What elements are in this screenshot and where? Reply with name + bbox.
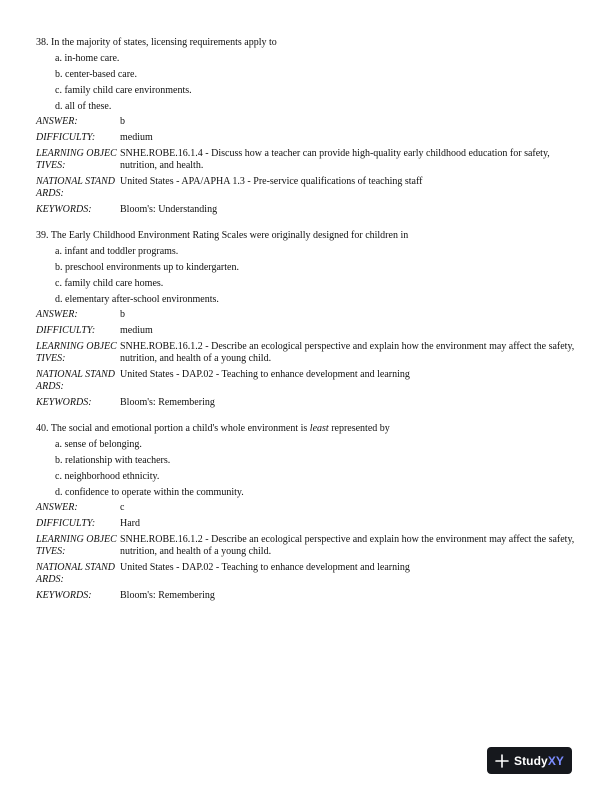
objective-value: SNHE.ROBE.16.1.4 - Discuss how a teacher can provide high-quality early childhood education for safety, nutrition, and health. <box>120 148 550 171</box>
difficulty-value: Hard <box>120 518 140 529</box>
question-text-start: 40. The social and emotional portion a child's whole environment is <box>36 423 310 434</box>
keywords-row <box>36 397 581 409</box>
answer-label: ANSWER: <box>36 309 78 320</box>
keywords-label: KEYWORDS: <box>36 204 92 215</box>
standards-label: NATIONAL STANDARDS: <box>36 562 115 585</box>
question-text-end: represented by <box>328 423 390 434</box>
standards-label: NATIONAL STANDARDS: <box>36 176 115 199</box>
option-c: c. family child care homes. <box>55 278 164 289</box>
answer-value: c <box>120 502 125 513</box>
keywords-value: Bloom's: Remembering <box>120 590 215 601</box>
keywords-value: Bloom's: Understanding <box>120 204 218 215</box>
standards-value: United States - DAP.02 - Teaching to enhance development and learning <box>120 562 410 573</box>
answer-value: b <box>120 309 125 320</box>
answer-value: b <box>120 116 125 127</box>
difficulty-value: medium <box>120 325 153 336</box>
difficulty-label: DIFFICULTY: <box>36 518 96 529</box>
logo-text-xy: XY <box>547 753 565 768</box>
answer-options <box>36 438 581 500</box>
option-d: d. confidence to operate within the community. <box>55 487 244 498</box>
difficulty-row <box>36 132 581 144</box>
difficulty-label: DIFFICULTY: <box>36 325 96 336</box>
objective-label: LEARNING OBJECTIVES: <box>36 534 117 557</box>
question-text <box>36 422 581 436</box>
option-b: b. relationship with teachers. <box>55 455 171 466</box>
difficulty-row <box>36 518 581 530</box>
objective-row <box>36 148 581 172</box>
question-text: 39. The Early Childhood Environment Rating Scales were originally designed for children in <box>36 230 409 241</box>
question-38 <box>36 36 581 216</box>
option-d: d. all of these. <box>55 101 112 112</box>
option-c: c. family child care environments. <box>55 85 192 96</box>
studyxy-logo[interactable] <box>487 747 572 774</box>
plus-icon <box>495 754 509 768</box>
standards-label: NATIONAL STANDARDS: <box>36 369 115 392</box>
answer-row <box>36 116 581 128</box>
difficulty-value: medium <box>120 132 153 143</box>
objective-value: SNHE.ROBE.16.1.2 - Describe an ecological perspective and explain how the environment may affect the safety, nutrition, and health of a young child. <box>120 534 575 557</box>
difficulty-row <box>36 325 581 337</box>
option-b: b. preschool environments up to kindergarten. <box>55 262 239 273</box>
objective-row <box>36 341 581 365</box>
answer-row <box>36 502 581 514</box>
option-a: a. in-home care. <box>55 53 120 64</box>
standards-value: United States - DAP.02 - Teaching to enhance development and learning <box>120 369 410 380</box>
option-a: a. sense of belonging. <box>55 439 142 450</box>
objective-value: SNHE.ROBE.16.1.2 - Describe an ecological perspective and explain how the environment may affect the safety, nutrition, and health of a young child. <box>120 341 575 364</box>
standards-value: United States - APA/APHA 1.3 - Pre-service qualifications of teaching staff <box>120 176 423 187</box>
standards-row <box>36 176 581 200</box>
keywords-label: KEYWORDS: <box>36 397 92 408</box>
objective-label: LEARNING OBJECTIVES: <box>36 341 117 364</box>
keywords-label: KEYWORDS: <box>36 590 92 601</box>
option-a: a. infant and toddler programs. <box>55 246 179 257</box>
option-c: c. neighborhood ethnicity. <box>55 471 160 482</box>
option-d: d. elementary after-school environments. <box>55 294 219 305</box>
question-text-emphasis: least <box>309 423 329 434</box>
difficulty-label: DIFFICULTY: <box>36 132 96 143</box>
logo-text-study: Study <box>513 753 548 768</box>
answer-options <box>36 52 581 114</box>
logo-text <box>514 754 564 768</box>
option-b: b. center-based care. <box>55 69 137 80</box>
standards-row <box>36 562 581 586</box>
answer-label: ANSWER: <box>36 502 78 513</box>
question-39 <box>36 229 581 409</box>
question-text: 38. In the majority of states, licensing requirements apply to <box>36 37 277 48</box>
objective-label: LEARNING OBJECTIVES: <box>36 148 117 171</box>
document-page <box>36 36 581 615</box>
answer-options <box>36 245 581 307</box>
keywords-value: Bloom's: Remembering <box>120 397 215 408</box>
standards-row <box>36 369 581 393</box>
answer-row <box>36 309 581 321</box>
keywords-row <box>36 590 581 602</box>
keywords-row <box>36 204 581 216</box>
answer-label: ANSWER: <box>36 116 78 127</box>
question-40 <box>36 422 581 602</box>
objective-row <box>36 534 581 558</box>
